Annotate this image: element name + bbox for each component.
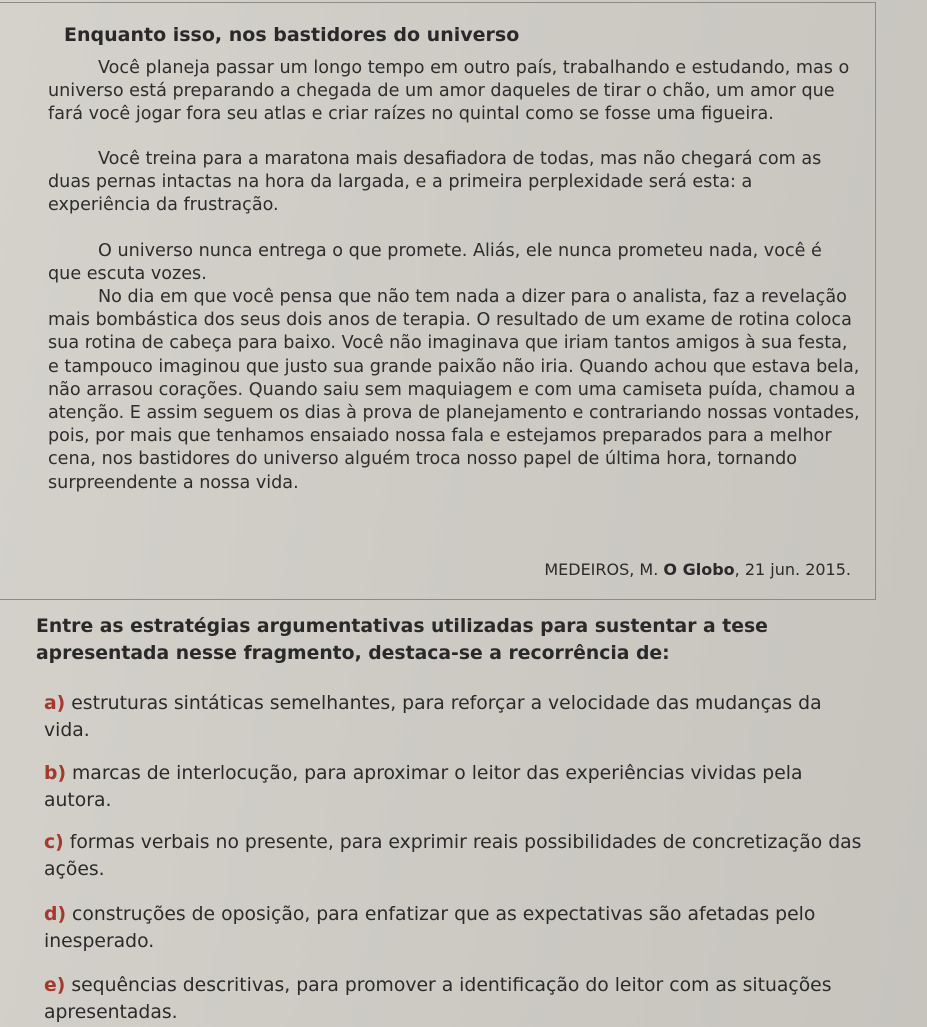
passage-paragraph: O universo nunca entrega o que promete. Aliás, ele nunca prometeu nada, você é que escuta vozes. [48, 241, 822, 285]
option-letter: c) [44, 832, 64, 853]
option-letter: b) [44, 763, 67, 784]
option-text: estruturas sintáticas semelhantes, para reforçar a velocidade das mudanças da vida. [44, 693, 822, 741]
passage-paragraph: Você planeja passar um longo tempo em outro país, trabalhando e estudando, mas o universo está preparando a chegada de um amor daqueles de tirar o chão, um amor que fará você jogar fora seu atlas e criar raízes no quintal como se fosse uma figueira. [48, 58, 850, 125]
passage-source [544, 560, 851, 579]
source-separator: , [734, 560, 740, 579]
option-text: formas verbais no presente, para exprimir reais possibilidades de concretização das ações. [44, 832, 862, 880]
passage-paragraph: No dia em que você pensa que não tem nada a dizer para o analista, faz a revelação mais bombástica dos seus dois anos de terapia. O resultado de um exame de rotina coloca sua rotina de cabeça para baixo. Você não imaginava que iriam tantos amigos à sua festa, e tampouco imaginou que justo sua grande paixão não iria. Quando achou que estava bela, não arrasou corações. Quando saiu sem maquiagem e com uma camiseta puída, chamou a atenção. E assim seguem os dias à prova de planejamento e contrariando nossas vontades, pois, por mais que tenhamos ensaiado nossa fala e estejamos preparados para a melhor cena, nos bastidores do universo alguém troca nosso papel de última hora, tornando surpreendente a nossa vida. [48, 287, 860, 493]
option-text: construções de oposição, para enfatizar que as expectativas são afetadas pelo inesperado. [44, 904, 816, 952]
answer-option-b[interactable] [44, 760, 864, 814]
option-text: sequências descritivas, para promover a identificação do leitor com as situações apresentadas. [44, 975, 832, 1023]
option-letter: a) [44, 693, 66, 714]
option-letter: d) [44, 904, 67, 925]
passage-paragraph: Você treina para a maratona mais desafiadora de todas, mas não chegará com as duas pernas intactas na hora da largada, e a primeira perplexidade será esta: a experiência da frustração. [48, 149, 822, 216]
option-letter: e) [44, 975, 66, 996]
answer-option-a[interactable] [44, 690, 864, 744]
source-author: MEDEIROS, M. [544, 560, 659, 579]
source-date: 21 jun. 2015. [744, 560, 851, 579]
answer-option-c[interactable] [44, 829, 864, 883]
answer-option-e[interactable] [44, 972, 864, 1026]
answer-option-d[interactable] [44, 901, 864, 955]
option-text: marcas de interlocução, para aproximar o leitor das experiências vividas pela autora. [44, 763, 803, 811]
source-publication: O Globo [663, 560, 735, 579]
question-prompt: Entre as estratégias argumentativas utilizadas para sustentar a tese apresentada nesse fragmento, destaca-se a recorrência de: [36, 616, 768, 664]
passage-title: Enquanto isso, nos bastidores do universo [64, 24, 520, 46]
